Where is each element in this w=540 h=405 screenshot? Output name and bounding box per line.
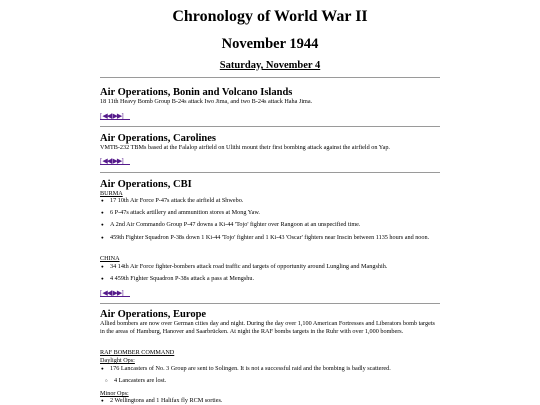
- section-title-europe: Air Operations, Europe: [100, 309, 207, 320]
- nav-bracket-open: [: [100, 289, 103, 297]
- day-heading: Saturday, November 4: [219, 60, 321, 71]
- section-title-carolines: Air Operations, Carolines: [100, 133, 216, 144]
- list-item: ● 34 14th Air Force fighter-bombers attack road traffic and targets of opportunity around Lungling and Mangshih.: [100, 263, 440, 271]
- nav-bracket-close: ]: [121, 289, 124, 297]
- next-icon[interactable]: ▶▶: [112, 112, 122, 120]
- section-text-carolines: VMTB-232 TBMs based at the Falalop airfield on Ulithi mount their first bombing attack against the airfield on Yap.: [100, 144, 390, 151]
- list-item: ○ 4 Lancasters are lost.: [100, 377, 440, 385]
- nav-separator: |: [111, 289, 113, 297]
- nav-underline: [100, 119, 130, 120]
- prev-icon[interactable]: ◀◀: [102, 289, 112, 297]
- divider: [100, 172, 440, 173]
- nav-bracket-open: [: [100, 157, 103, 165]
- section-title-bonin: Air Operations, Bonin and Volcano Islands: [100, 87, 293, 98]
- section-text-bonin: 18 11th Heavy Bomb Group B-24s attack Iwo Jima, and two B-24s attack Haha Jima.: [100, 98, 313, 105]
- month-heading: November 1944: [221, 36, 319, 52]
- divider: [100, 303, 440, 304]
- subheading-raf: RAF BOMBER COMMAND: [100, 349, 175, 356]
- subheading-china: CHINA: [100, 255, 120, 262]
- subheading-daylight: Daylight Ops:: [100, 357, 135, 364]
- list-item: ● A 2nd Air Commando Group P-47 downs a Ki-44 'Tojo' fighter over Rangoon at an unspecified time.: [100, 221, 440, 229]
- list-item: ● 6 P-47s attack artillery and ammunition stores at Mong Yaw.: [100, 209, 440, 217]
- page-title: Chronology of World War II: [172, 8, 368, 25]
- list-item: ● 2 Wellingtons and 1 Halifax fly RCM sorties.: [100, 397, 440, 405]
- section-text-europe: Allied bombers are now over German cities day and night. During the day over 1,100 American Fortresses and Liberators bomb targets in the areas of Hamburg, Hanover and Saarbrücken. At night the RAF bombs targets in the Ruhr with over 1,000 bombers.: [100, 320, 435, 335]
- next-icon[interactable]: ▶▶: [112, 289, 122, 297]
- prev-icon[interactable]: ◀◀: [102, 157, 112, 165]
- divider: [100, 126, 440, 127]
- subheading-burma: BURMA: [100, 190, 123, 197]
- list-item: ● 176 Lancasters of No. 3 Group are sent to Solingen. It is not a successful raid and the bombing is badly scattered.: [100, 365, 440, 373]
- nav-underline: [100, 164, 130, 165]
- nav-bracket-open: [: [100, 112, 103, 120]
- section-title-cbi: Air Operations, CBI: [100, 179, 192, 190]
- next-icon[interactable]: ▶▶: [112, 157, 122, 165]
- list-item: ● 4 459th Fighter Squadron P-38s attack a pass at Mengshu.: [100, 275, 440, 283]
- nav-separator: |: [111, 157, 113, 165]
- list-item: ● 459th Fighter Squadron P-38s down 1 Ki-44 'Tojo' fighter and 1 Ki-43 'Oscar' fighters near Inscin between 1135 hours and noon.: [100, 234, 440, 242]
- nav-separator: |: [111, 112, 113, 120]
- nav-bracket-close: ]: [121, 157, 124, 165]
- list-item: ● 17 10th Air Force P-47s attack the airfield at Shwebo.: [100, 197, 440, 205]
- subheading-minor: Minor Ops:: [100, 390, 129, 397]
- nav-underline: [100, 296, 130, 297]
- nav-bracket-close: ]: [121, 112, 124, 120]
- prev-icon[interactable]: ◀◀: [102, 112, 112, 120]
- divider: [100, 77, 440, 78]
